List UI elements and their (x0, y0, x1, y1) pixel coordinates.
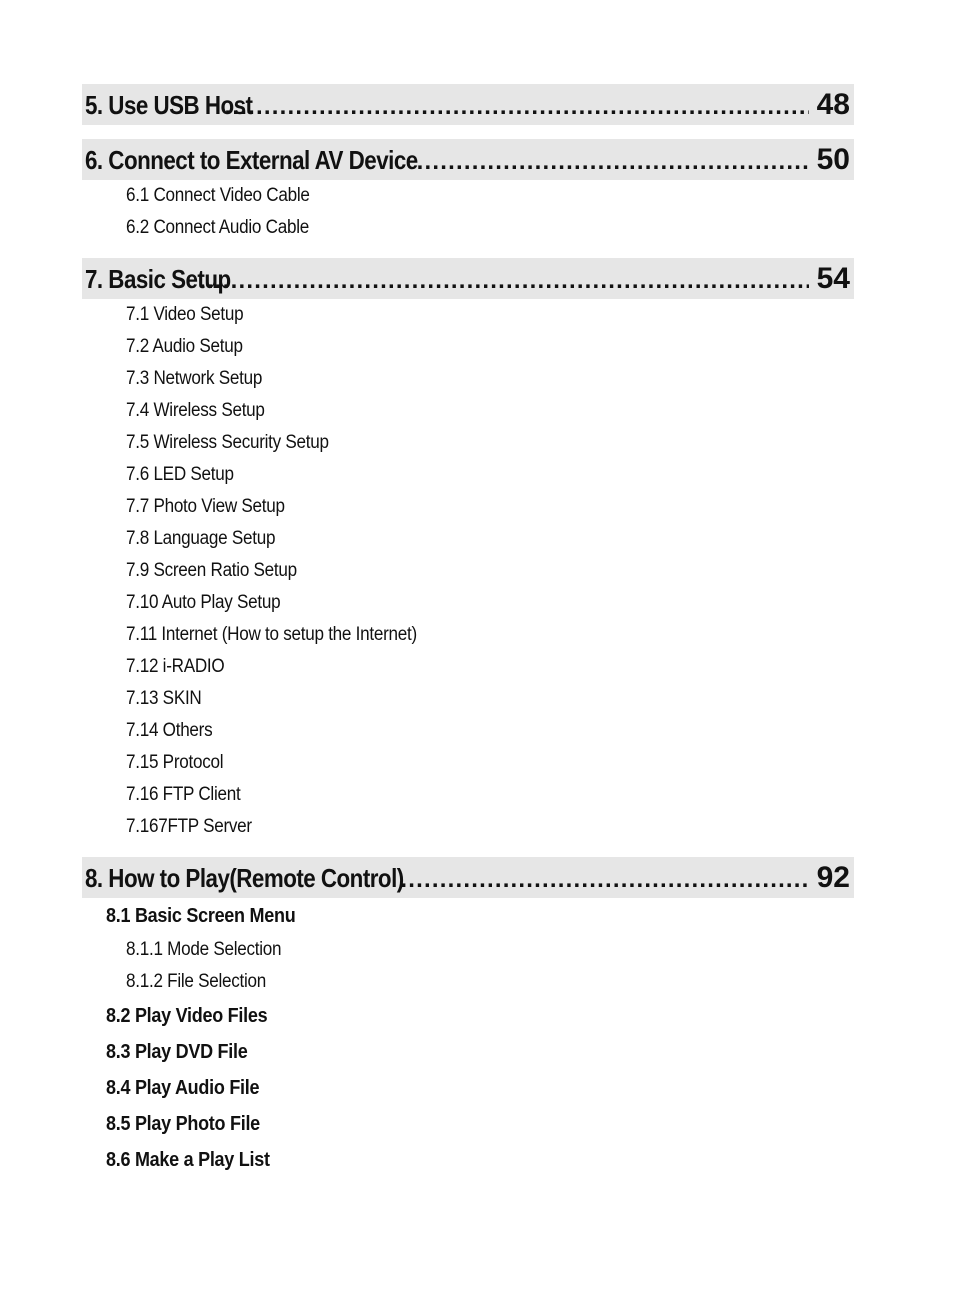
toc-section[interactable]: 8.6 Make a Play List (106, 1149, 270, 1171)
toc-item[interactable]: 7.12 i-RADIO (126, 656, 225, 677)
toc-item[interactable]: 7.11 Internet (How to setup the Internet) (126, 624, 417, 645)
toc-item[interactable]: 6.2 Connect Audio Cable (126, 217, 309, 238)
toc-section[interactable]: 8.3 Play DVD File (106, 1041, 248, 1063)
dot-leader (225, 86, 809, 125)
toc-item[interactable]: 7.8 Language Setup (126, 528, 276, 549)
toc-chapter-5[interactable] (82, 84, 854, 125)
dot-leader (199, 260, 808, 299)
chapter-page-number: 50 (816, 143, 850, 176)
chapter-page-number: 54 (816, 262, 850, 295)
toc-item[interactable]: 7.14 Others (126, 720, 213, 741)
toc-section[interactable]: 8.1 Basic Screen Menu (106, 905, 296, 927)
toc-item[interactable]: 7.7 Photo View Setup (126, 496, 285, 517)
toc-item[interactable]: 7.1 Video Setup (126, 304, 244, 325)
toc-item[interactable]: 7.3 Network Setup (126, 368, 263, 389)
toc-chapter-8[interactable] (82, 857, 854, 898)
toc-item[interactable]: 8.1.1 Mode Selection (126, 939, 282, 960)
toc-item[interactable]: 7.4 Wireless Setup (126, 400, 265, 421)
toc-item[interactable]: 7.13 SKIN (126, 688, 202, 709)
toc-item[interactable]: 7.9 Screen Ratio Setup (126, 560, 297, 581)
chapter-title: 5. Use USB Host (85, 90, 253, 120)
toc-item[interactable]: 7.6 LED Setup (126, 464, 234, 485)
toc-item[interactable]: 7.5 Wireless Security Setup (126, 432, 329, 453)
toc-item[interactable]: 7.16 FTP Client (126, 784, 241, 805)
spacer (82, 843, 854, 857)
table-of-contents (82, 84, 854, 1178)
dot-leader (400, 859, 808, 898)
toc-section[interactable]: 8.5 Play Photo File (106, 1113, 260, 1135)
toc-item[interactable]: 7.10 Auto Play Setup (126, 592, 281, 613)
chapter-title: 8. How to Play(Remote Control) (85, 863, 404, 893)
spacer (82, 125, 854, 139)
chapter-page-number: 48 (816, 88, 850, 121)
toc-chapter-7[interactable] (82, 258, 854, 299)
toc-item[interactable]: 6.1 Connect Video Cable (126, 185, 310, 206)
chapter-page-number: 92 (816, 861, 850, 894)
toc-section[interactable]: 8.2 Play Video Files (106, 1005, 268, 1027)
toc-item[interactable]: 8.1.2 File Selection (126, 971, 267, 992)
chapter-title: 7. Basic Setup (85, 264, 231, 294)
toc-section[interactable]: 8.4 Play Audio File (106, 1077, 260, 1099)
spacer (82, 244, 854, 258)
chapter-title: 6. Connect to External AV Device (85, 145, 418, 175)
toc-item[interactable]: 7.15 Protocol (126, 752, 224, 773)
toc-chapter-6[interactable] (82, 139, 854, 180)
dot-leader (417, 141, 809, 180)
toc-item[interactable]: 7.167FTP Server (126, 816, 252, 837)
toc-item[interactable]: 7.2 Audio Setup (126, 336, 243, 357)
